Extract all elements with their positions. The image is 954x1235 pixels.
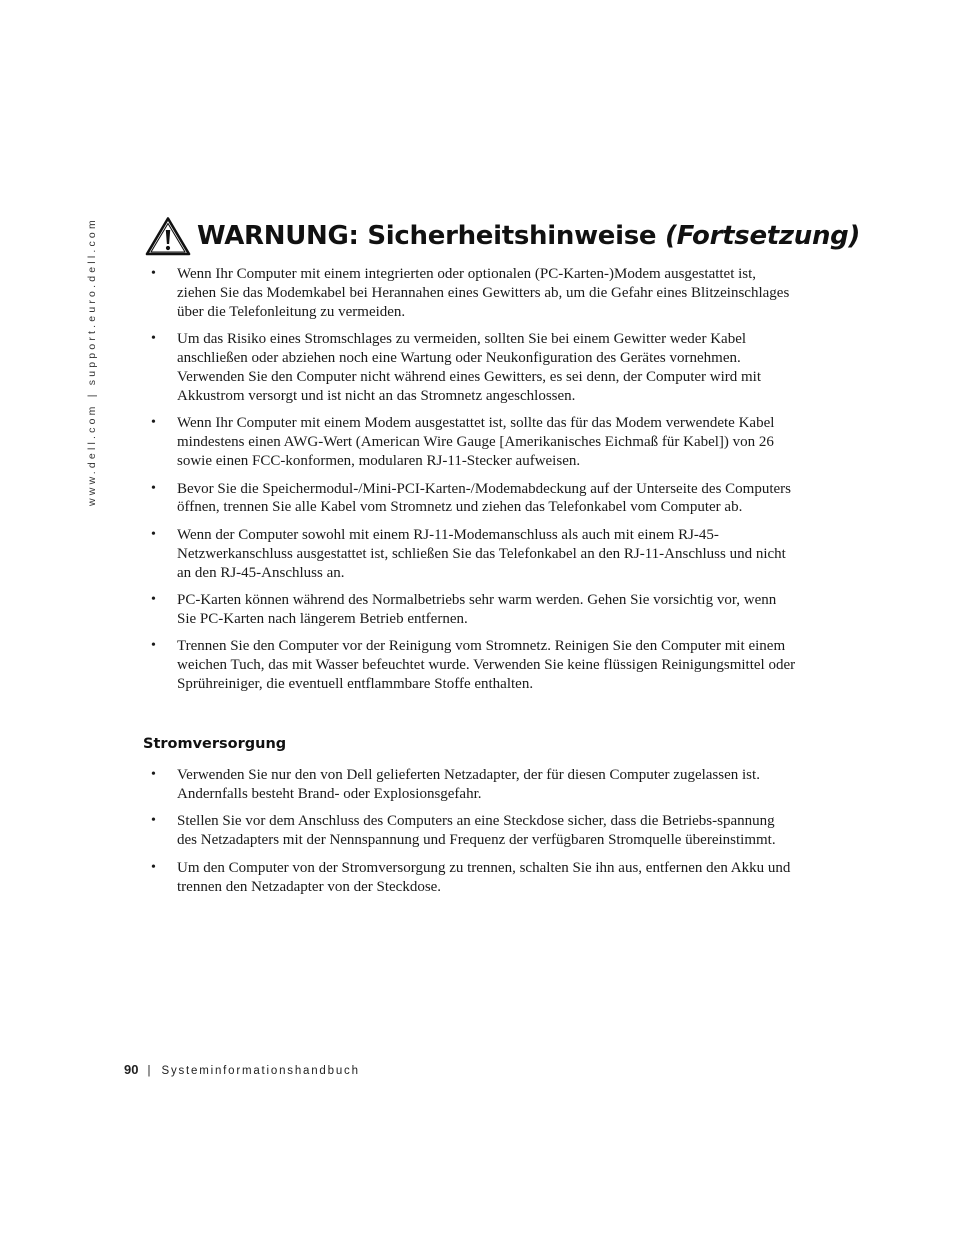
list-item: • Wenn Ihr Computer mit einem integrierten oder optionalen (PC-Karten-)Modem ausgestattet ist, ziehen Sie das Modemkabel bei Herannahen eines Gewitters ab, um die Gefahr eines Blitzeinschlages über die Telefonleitung zu vermeiden.	[150, 265, 798, 322]
footer-separator: |	[147, 1065, 151, 1077]
list-item: • Wenn Ihr Computer mit einem Modem ausgestattet ist, sollte das für das Modem verwendete Kabel mindestens einen AWG-Wert (American Wire Gauge [Amerikanisches Eichmaß für Kabel]) von 26 sowie einen FCC-konformen, modularen RJ-11-Stecker aufweisen.	[150, 414, 798, 471]
page-title-continuation: (Fortsetzung)	[665, 221, 861, 251]
list-item: • Bevor Sie die Speichermodul-/Mini-PCI-Karten-/Modemabdeckung auf der Unterseite des Computers öffnen, trennen Sie alle Kabel vom Stromnetz und ziehen das Telefonkabel vom Computer ab.	[150, 480, 798, 518]
list-item: • Um den Computer von der Stromversorgung zu trennen, schalten Sie ihn aus, entfernen den Akku und trennen den Netzadapter von der Steckdose.	[150, 859, 798, 897]
list-item: • Trennen Sie den Computer vor der Reinigung vom Stromnetz. Reinigen Sie den Computer mit einem weichen Tuch, das mit Wasser befeuchtet wurde. Verwenden Sie keine flüssigen Reinigungsmittel oder Sprühreiniger, die eventuell entflammbare Stoffe enthalten.	[150, 637, 798, 694]
document-title: Systeminformationshandbuch	[161, 1065, 360, 1077]
power-instructions-list	[150, 766, 798, 905]
page-number: 90	[124, 1062, 139, 1077]
page-title-main: WARNUNG: Sicherheitshinweise	[197, 221, 657, 251]
page-title-row	[145, 216, 860, 256]
warning-triangle-icon	[145, 216, 191, 256]
page-footer	[124, 1062, 360, 1077]
list-item: • Um das Risiko eines Stromschlages zu vermeiden, sollten Sie bei einem Gewitter weder Kabel anschließen oder abziehen noch eine Wartung oder Neukonfiguration des Gerätes vornehmen. Verwenden Sie den Computer nicht während eines Gewitters, es sei denn, der Computer wird mit Akkustrom versorgt und ist nicht an das Stromnetz angeschlossen.	[150, 330, 798, 406]
list-item: • Wenn der Computer sowohl mit einem RJ-11-Modemanschluss als auch mit einem RJ-45-Netzwerkanschluss ausgestattet ist, schließen Sie das Telefonkabel an den RJ-11-Anschluss und nicht an den RJ-45-Anschluss an.	[150, 526, 798, 583]
list-item: • Verwenden Sie nur den von Dell gelieferten Netzadapter, der für diesen Computer zugelassen ist. Andernfalls besteht Brand- oder Explosionsgefahr.	[150, 766, 798, 804]
page-title	[197, 221, 860, 251]
list-item: • Stellen Sie vor dem Anschluss des Computers an eine Steckdose sicher, dass die Betriebs-spannung des Netzadapters mit der Nennspannung und Frequenz der verfügbaren Stromquelle übereinstimmt.	[150, 812, 798, 850]
power-section-heading: Stromversorgung	[143, 736, 287, 752]
side-url: www.dell.com | support.euro.dell.com	[86, 217, 98, 507]
safety-instructions-list	[150, 265, 798, 703]
list-item: • PC-Karten können während des Normalbetriebs sehr warm werden. Gehen Sie vorsichtig vor, wenn Sie PC-Karten nach längerem Betrieb entfernen.	[150, 591, 798, 629]
